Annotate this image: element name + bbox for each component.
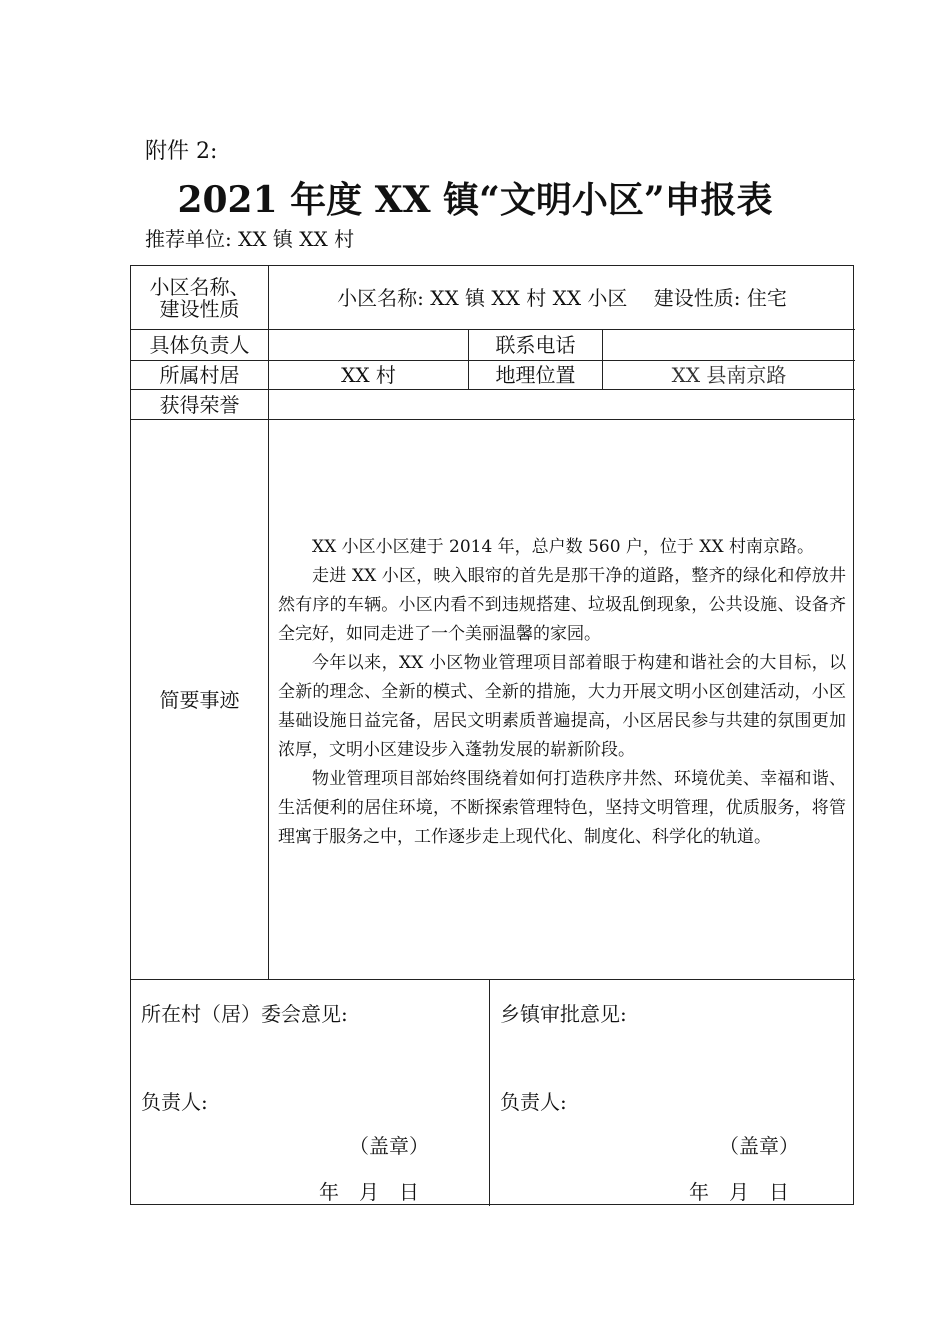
phone-label: 联系电话 [495, 333, 576, 357]
row-divider [131, 979, 855, 980]
village-seal-label: （盖章） [349, 1134, 429, 1158]
community-name-label-line1: 小区名称、 [149, 274, 250, 299]
recommend-unit: 推荐单位: XX 镇 XX 村 [145, 227, 355, 251]
summary-paragraph: XX 小区小区建于 2014 年，总户数 560 户，位于 XX 村南京路。 [312, 537, 814, 557]
summary-paragraph: 走进 XX 小区，映入眼帘的首先是那干净的道路，整齐的绿化和停放井然有序的车辆。小区内看不到违规搭建、垃圾乱倒现象，公共设施、设备齐全完好，如同走进了一个美丽温馨的家园。 [278, 566, 846, 644]
honors-label: 获得荣誉 [159, 392, 240, 417]
summary-label: 简要事迹 [159, 687, 240, 712]
attachment-label: 附件 2: [145, 139, 218, 164]
village-label: 所属村居 [159, 363, 240, 387]
town-opinion-title: 乡镇审批意见: [500, 1002, 627, 1026]
phone-field[interactable] [603, 330, 855, 360]
community-name-value[interactable]: 小区名称: XX 镇 XX 村 XX 小区 建设性质: 住宅 [337, 285, 787, 310]
location-label: 地理位置 [495, 363, 576, 387]
village-responsible-label: 负责人: [141, 1090, 208, 1114]
village-date-label: 年 月 日 [319, 1180, 419, 1204]
summary-text[interactable] [278, 533, 846, 852]
village-value[interactable]: XX 村 [341, 363, 396, 387]
responsible-person-field[interactable] [269, 330, 468, 360]
town-seal-label: （盖章） [719, 1134, 799, 1158]
responsible-person-label: 具体负责人 [149, 333, 250, 357]
honors-field[interactable] [269, 390, 855, 419]
summary-paragraph: 物业管理项目部始终围绕着如何打造秩序井然、环境优美、幸福和谐、生活便利的居住环境，不断探索管理特色，坚持文明管理，优质服务，将管理寓于服务之中，工作逐步走上现代化、制度化、科学化的轨道。 [278, 769, 846, 847]
application-form-table [130, 265, 854, 1205]
column-divider [489, 979, 490, 1206]
form-title: 2021 年度 XX 镇“文明小区”申报表 [177, 179, 773, 221]
community-name-label [131, 266, 268, 329]
village-opinion-title: 所在村（居）委会意见: [141, 1002, 348, 1026]
location-value[interactable]: XX 县南京路 [671, 363, 787, 387]
town-responsible-label: 负责人: [500, 1090, 567, 1114]
community-name-label-line2: 建设性质 [159, 296, 240, 321]
town-date-label: 年 月 日 [689, 1180, 789, 1204]
summary-paragraph: 今年以来，XX 小区物业管理项目部着眼于构建和谐社会的大目标，以全新的理念、全新的模式、全新的措施，大力开展文明小区创建活动，小区基础设施日益完备，居民文明素质普遍提高，小区居民参与共建的氛围更加浓厚，文明小区建设步入蓬勃发展的崭新阶段。 [278, 653, 846, 760]
